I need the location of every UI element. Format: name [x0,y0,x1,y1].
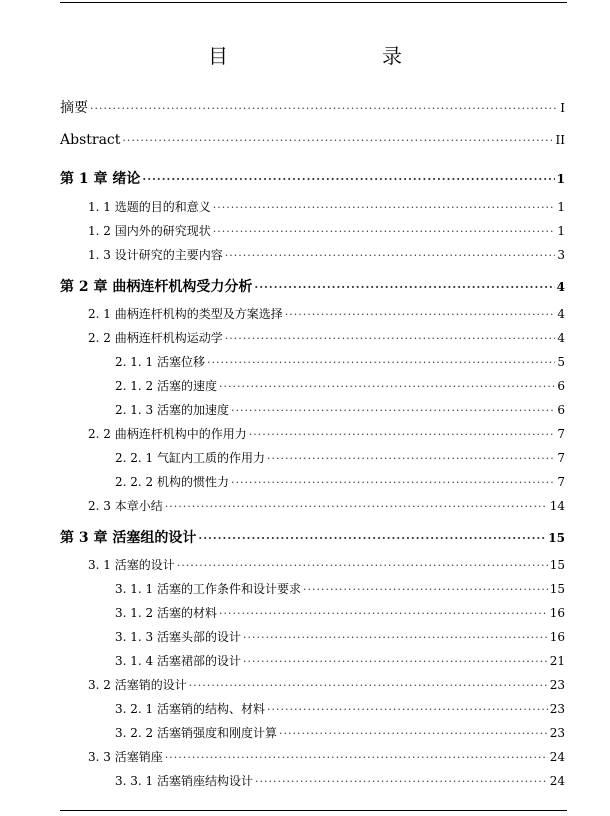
toc-entry-label: 3. 3 活塞销座 [88,750,163,764]
dot-leader [255,775,548,788]
toc-entry[interactable] [88,329,565,346]
toc-entry[interactable] [115,700,565,717]
dot-leader [177,559,548,572]
dot-leader [219,607,548,620]
toc-entry-page-number: 14 [549,499,565,513]
toc-entry[interactable] [60,527,565,547]
toc-entry-page-number: 1 [556,172,565,186]
toc-entry-page-number: 15 [548,531,565,545]
toc-entry-page-number: 4 [557,307,565,321]
dot-leader [207,356,555,369]
toc-entry-page-number: 15 [549,582,565,596]
dot-leader [243,655,548,668]
toc-entry[interactable] [115,401,565,418]
toc-entry-page-number: 23 [549,678,565,692]
toc-entry-label: 2. 1. 2 活塞的速度 [115,379,217,393]
dot-leader [165,751,548,764]
toc-entry-label: 2. 2. 2 机构的惯性力 [115,475,229,489]
toc-entry[interactable] [60,97,565,117]
toc-entry-label: 3. 2. 1 活塞销的结构、材料 [115,702,265,716]
toc-entry-label: 第 2 章 曲柄连杆机构受力分析 [60,279,253,295]
toc-entry[interactable] [60,132,565,148]
toc-entry[interactable] [88,748,565,765]
toc-entry-label: 1. 1 选题的目的和意义 [88,200,211,214]
bottom-rule [60,810,567,811]
toc-entry-page-number: 16 [549,630,565,644]
toc-entry[interactable] [88,676,565,693]
toc-entry[interactable] [115,353,565,370]
toc-entry-page-number: 24 [549,774,565,788]
toc-entry[interactable] [115,449,565,466]
toc-entry-label: 摘要 [60,100,88,116]
toc-entry-label: 3. 2 活塞销的设计 [88,678,187,692]
toc-entry-page-number: 4 [557,331,565,345]
dot-leader [198,532,546,545]
toc-entry-label: 3. 1. 1 活塞的工作条件和设计要求 [115,582,301,596]
toc-entry[interactable] [115,724,565,741]
toc-entry-label: 1. 2 国内外的研究现状 [88,224,211,238]
toc-entry-page-number: 23 [549,702,565,716]
dot-leader [213,225,556,238]
toc-entry[interactable] [115,652,565,669]
dot-leader [267,452,555,465]
toc-entry[interactable] [60,168,565,188]
toc-entry-label: 3. 1. 3 活塞头部的设计 [115,630,241,644]
toc-entry[interactable] [115,377,565,394]
toc-entry-page-number: II [555,133,565,147]
toc-entry-page-number: 6 [557,379,565,393]
toc-entry[interactable] [88,246,565,263]
toc-entry-page-number: 1 [557,200,565,214]
toc-entry-page-number: 15 [549,558,565,572]
dot-leader [225,332,556,345]
dot-leader [231,404,555,417]
dot-leader [243,631,548,644]
toc-entry[interactable] [115,628,565,645]
dot-leader [189,679,548,692]
toc-entry-page-number: 5 [557,355,565,369]
toc-entry-page-number: 3 [557,248,565,262]
toc-entry-label: 3. 1. 2 活塞的材料 [115,606,217,620]
toc-entry[interactable] [88,305,565,322]
toc-entry-page-number: 21 [549,654,565,668]
dot-leader [90,102,558,115]
toc-entry-page-number: 16 [549,606,565,620]
toc-entry[interactable] [115,473,565,490]
toc-entry[interactable] [88,198,565,215]
toc-entry-label: 3. 1. 4 活塞裙部的设计 [115,654,241,668]
toc-entry-label: 1. 3 设计研究的主要内容 [88,248,223,262]
toc-entry-label: 3. 2. 2 活塞销强度和刚度计算 [115,726,277,740]
dot-leader [219,380,555,393]
toc-entry-label: 2. 1. 3 活塞的加速度 [115,403,229,417]
dot-leader [285,308,556,321]
toc-entry[interactable] [115,580,565,597]
toc-entry-page-number: 6 [557,403,565,417]
toc-entry-label: 2. 2 曲柄连杆机构中的作用力 [88,427,247,441]
toc-entry-label: 3. 1 活塞的设计 [88,558,175,572]
toc-entry-page-number: 7 [557,451,565,465]
toc-entry-label: 第 1 章 绪论 [60,171,141,187]
dot-leader [303,583,548,596]
toc-entry[interactable] [60,276,565,296]
dot-leader [225,249,556,262]
toc-entry[interactable] [115,772,565,789]
toc-entry-label: 2. 2 曲柄连杆机构运动学 [88,331,223,345]
toc-entry-label: 2. 1. 1 活塞位移 [115,355,205,369]
toc-entry-page-number: 24 [549,750,565,764]
toc-entry[interactable] [115,604,565,621]
toc-entry-page-number: 7 [557,427,565,441]
toc-entry[interactable] [88,425,565,442]
toc-entry-page-number: 4 [556,280,565,294]
toc-entry-label: Abstract [60,132,121,148]
dot-leader [213,201,556,214]
dot-leader [122,134,553,147]
dot-leader [142,173,554,186]
toc-entry-page-number: I [560,101,565,115]
dot-leader [279,727,548,740]
toc-entry-label: 第 3 章 活塞组的设计 [60,530,197,546]
toc-entry-page-number: 7 [557,475,565,489]
toc-entry-label: 2. 1 曲柄连杆机构的类型及方案选择 [88,307,283,321]
toc-entry[interactable] [88,556,565,573]
page-title: 目 录 [208,44,440,68]
toc-entry[interactable] [88,222,565,239]
toc-entry-label: 2. 2. 1 气缸内工质的作用力 [115,451,265,465]
dot-leader [254,281,554,294]
dot-leader [249,428,556,441]
toc-entry-page-number: 1 [557,224,565,238]
dot-leader [267,703,548,716]
toc-entry-label: 2. 3 本章小结 [88,499,163,513]
toc-entry[interactable] [88,497,565,514]
toc-entry-page-number: 23 [549,726,565,740]
dot-leader [231,476,555,489]
dot-leader [165,500,548,513]
toc-entry-label: 3. 3. 1 活塞销座结构设计 [115,774,253,788]
